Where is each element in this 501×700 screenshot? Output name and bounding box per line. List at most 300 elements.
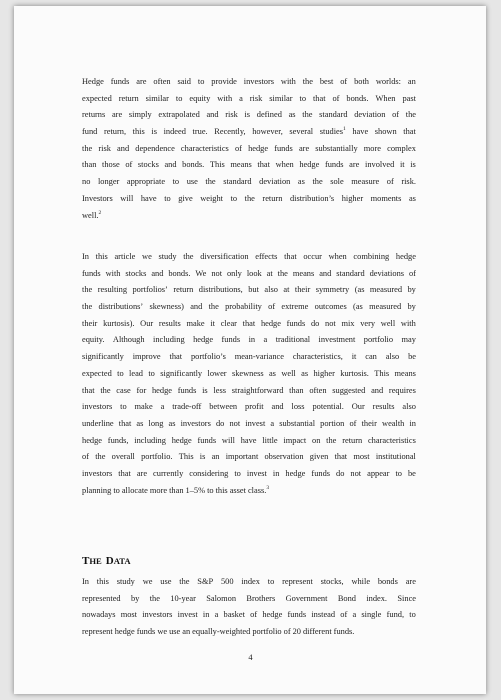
- word: of: [250, 610, 258, 620]
- word: impact: [283, 435, 307, 445]
- word: for: [136, 385, 147, 395]
- word: funds: [274, 143, 293, 153]
- word: return,: [103, 127, 127, 137]
- paragraph-study-overview: [82, 249, 416, 499]
- word: traditional: [275, 335, 311, 345]
- word: lead: [129, 368, 143, 378]
- word: than: [169, 485, 184, 495]
- text-line: [82, 332, 416, 349]
- word: equity.: [82, 335, 105, 345]
- word: represented: [82, 593, 121, 603]
- word: represent: [282, 577, 313, 586]
- word: diversification: [200, 252, 249, 261]
- word: results: [158, 318, 181, 328]
- word: can: [365, 352, 377, 362]
- word: characteristics: [367, 435, 416, 445]
- text-line: [82, 174, 416, 191]
- text-line: [82, 191, 416, 208]
- word: bonds.: [182, 160, 205, 170]
- word: investors: [142, 610, 173, 620]
- word: deviation: [259, 177, 291, 187]
- word: of: [268, 302, 276, 312]
- word: funds: [311, 468, 331, 478]
- word: combining: [353, 252, 390, 261]
- word: hedge: [299, 160, 320, 170]
- text-line: [82, 624, 416, 641]
- word: are: [136, 468, 148, 478]
- word: of: [408, 268, 416, 278]
- word: very: [360, 318, 376, 328]
- word: than: [82, 160, 97, 170]
- word: that: [334, 452, 348, 462]
- word: involved: [365, 160, 395, 170]
- word: index: [241, 577, 260, 586]
- word: both: [354, 77, 369, 86]
- word: not: [229, 418, 241, 428]
- text-line: [82, 607, 416, 624]
- word: return: [262, 193, 283, 203]
- word: and: [151, 268, 164, 278]
- word: well: [380, 318, 396, 328]
- word: Bond: [337, 593, 356, 603]
- word: hedge: [114, 627, 135, 637]
- word: Recently,: [214, 127, 246, 137]
- word: funds: [324, 160, 344, 170]
- word: This: [374, 368, 390, 378]
- section-heading-the-data: THE DATA: [82, 555, 131, 567]
- word: hedge: [171, 435, 192, 445]
- word: significantly: [82, 352, 124, 362]
- word: with: [105, 268, 121, 278]
- word: similar: [145, 93, 169, 103]
- word: returns: [82, 110, 106, 120]
- word: will: [120, 193, 134, 203]
- word: study: [158, 252, 177, 261]
- word: moments: [370, 193, 402, 203]
- word: to: [230, 193, 238, 203]
- word: make: [134, 402, 153, 412]
- word: This: [178, 452, 194, 462]
- word: than: [289, 385, 304, 395]
- word: that: [118, 418, 132, 428]
- word: sole: [330, 177, 344, 187]
- word: investors: [180, 418, 211, 428]
- word: risk.: [401, 177, 416, 187]
- word: we: [142, 577, 153, 586]
- word: article: [114, 252, 136, 261]
- word: funds: [197, 435, 217, 445]
- word: considering: [189, 468, 229, 478]
- word: funds: [177, 385, 197, 395]
- word: to: [207, 485, 214, 495]
- word: substantial: [279, 418, 316, 428]
- word: to: [175, 93, 183, 103]
- word: the: [302, 110, 313, 120]
- word: a: [263, 335, 268, 345]
- word: it: [210, 318, 215, 328]
- word: of: [125, 160, 133, 170]
- word: similar: [269, 93, 293, 103]
- word: 500: [220, 577, 234, 586]
- word: do: [215, 418, 225, 428]
- word: significantly: [160, 368, 203, 378]
- word: expected: [82, 368, 112, 378]
- word: are: [136, 77, 147, 86]
- word: We: [195, 268, 207, 278]
- word: of: [82, 452, 89, 462]
- word: also: [385, 352, 400, 362]
- word: extrapolated: [158, 110, 200, 120]
- word: their: [361, 418, 377, 428]
- word: to: [172, 177, 180, 187]
- word: Although: [112, 335, 145, 345]
- word: with: [217, 93, 233, 103]
- word: to: [164, 193, 171, 203]
- word: at: [283, 285, 290, 295]
- word: several: [289, 127, 314, 137]
- word: give: [178, 193, 193, 203]
- word: S&P: [197, 577, 214, 586]
- word: to: [197, 77, 205, 86]
- word: outcomes: [314, 302, 347, 312]
- word: funds: [110, 77, 130, 86]
- text-line: [82, 299, 416, 316]
- text-line: [82, 433, 416, 450]
- word: weight: [200, 193, 224, 203]
- word: simply: [128, 110, 152, 120]
- text-line: [82, 349, 416, 366]
- word: skewness): [149, 302, 184, 312]
- word: also: [264, 285, 278, 295]
- word: occur: [303, 252, 322, 261]
- word: stocks,: [320, 577, 344, 586]
- word: higher: [341, 193, 364, 203]
- word: are: [349, 160, 360, 170]
- word: case: [116, 385, 131, 395]
- word: different: [302, 627, 332, 637]
- word: funds: [221, 335, 241, 345]
- word: probability: [225, 302, 262, 312]
- word: well.$^2$: [82, 209, 102, 220]
- word: of: [332, 93, 340, 103]
- word: longer: [97, 177, 120, 187]
- word: that: [169, 352, 183, 362]
- paragraph-intro: [82, 74, 416, 224]
- word: the: [302, 77, 313, 86]
- word: the: [312, 177, 323, 187]
- word: often: [309, 385, 327, 395]
- word: not: [211, 268, 223, 278]
- word: their: [82, 318, 98, 328]
- word: this: [132, 127, 145, 137]
- word: including: [134, 435, 166, 445]
- word: nowadays: [82, 610, 116, 620]
- word: are: [405, 577, 416, 586]
- word: little: [262, 435, 278, 445]
- word: measured: [369, 285, 403, 295]
- word: portfolio: [252, 627, 282, 637]
- word: 20: [292, 627, 301, 637]
- footnote-marker[interactable]: 2: [98, 209, 102, 216]
- word: use: [160, 577, 172, 586]
- word: invest: [177, 610, 198, 620]
- word: their: [294, 285, 311, 295]
- word: when: [328, 252, 347, 261]
- word: investment: [318, 335, 356, 345]
- word: complex: [387, 143, 416, 153]
- footnote-marker[interactable]: 1: [343, 126, 346, 133]
- text-line: [82, 366, 416, 383]
- word: and: [319, 268, 332, 278]
- word: that: [118, 468, 131, 478]
- word: risk: [225, 110, 238, 120]
- word: currently: [153, 468, 184, 478]
- word: dependence: [135, 143, 175, 153]
- word: substantially: [315, 143, 358, 153]
- word: not: [325, 318, 336, 328]
- word: investors: [243, 77, 275, 86]
- word: to: [267, 577, 275, 586]
- word: but: [248, 285, 259, 295]
- word: are: [111, 110, 123, 120]
- word: by: [407, 302, 416, 312]
- word: fund,: [386, 610, 405, 620]
- word: hedge: [151, 385, 172, 395]
- word: appropriate: [126, 177, 166, 187]
- word: effects: [255, 252, 278, 261]
- word: mean-variance: [234, 352, 284, 362]
- word: hedge: [248, 143, 269, 153]
- word: hedge: [395, 252, 416, 261]
- word: those: [102, 160, 120, 170]
- word: we: [142, 252, 152, 261]
- word: instead: [311, 610, 336, 620]
- word: when: [275, 160, 294, 170]
- word: is: [199, 452, 206, 462]
- word: only: [226, 268, 242, 278]
- word: portfolio’s: [190, 352, 226, 362]
- word: standard: [319, 110, 348, 120]
- word: kurtosis).: [103, 318, 135, 328]
- word: potential.: [312, 402, 344, 412]
- word: results: [372, 402, 395, 412]
- word: observation: [264, 452, 304, 462]
- word: means: [394, 368, 416, 378]
- word: measured: [369, 302, 402, 312]
- word: funds: [287, 610, 307, 620]
- word: an: [182, 627, 191, 637]
- word: this: [215, 485, 228, 495]
- word: the: [82, 302, 93, 312]
- text-line: [82, 591, 416, 608]
- word: as: [136, 418, 144, 428]
- text-line: [82, 399, 416, 416]
- word: Brothers: [246, 593, 276, 603]
- word: straightforward: [231, 385, 284, 395]
- word: an: [211, 452, 220, 462]
- word: and: [190, 302, 203, 312]
- word: expected: [82, 93, 112, 103]
- text-line: [82, 449, 416, 466]
- word: stocks: [125, 268, 147, 278]
- word: use: [186, 177, 198, 187]
- word: is: [244, 110, 251, 120]
- word: most: [353, 452, 370, 462]
- word: return: [118, 93, 139, 103]
- word: Our: [351, 402, 365, 412]
- word: most: [120, 610, 137, 620]
- word: funds,: [107, 435, 129, 445]
- word: distributions,: [198, 285, 243, 295]
- word: When: [375, 93, 396, 103]
- word: risk: [249, 93, 263, 103]
- word: of: [392, 110, 400, 120]
- word: make: [186, 318, 205, 328]
- word: that: [403, 127, 416, 137]
- word: hedge: [193, 335, 214, 345]
- word: have: [352, 127, 369, 137]
- word: the: [277, 268, 288, 278]
- word: a: [352, 610, 357, 620]
- word: bonds.: [168, 268, 191, 278]
- word: the: [82, 143, 93, 153]
- word: more: [363, 143, 381, 153]
- text-line: [82, 574, 416, 591]
- word: extreme: [281, 302, 309, 312]
- word: including: [153, 335, 185, 345]
- word: on: [312, 435, 321, 445]
- word: trade-off: [172, 402, 202, 412]
- word: suggested: [332, 385, 366, 395]
- word: do: [310, 318, 320, 328]
- word: look: [246, 268, 262, 278]
- word: hedge: [260, 318, 281, 328]
- word: may: [401, 335, 416, 345]
- word: allocate: [121, 485, 148, 495]
- word: use: [169, 627, 181, 637]
- word: bonds.: [346, 93, 369, 103]
- text-line: [82, 91, 416, 108]
- word: provide: [211, 77, 237, 86]
- word: Salomon: [206, 593, 237, 603]
- word: equity: [189, 93, 211, 103]
- word: it: [351, 352, 357, 362]
- word: This: [209, 160, 225, 170]
- word: that: [312, 93, 326, 103]
- text-line: [82, 316, 416, 333]
- word: past: [402, 93, 416, 103]
- word: improve: [132, 352, 161, 362]
- footnote-marker[interactable]: 3: [266, 484, 270, 491]
- word: to: [234, 468, 241, 478]
- word: bonds: [377, 577, 398, 586]
- text-line: [82, 383, 416, 400]
- word: hedge: [285, 468, 306, 478]
- word: studies$^1$: [319, 126, 346, 137]
- word: standard: [223, 177, 252, 187]
- word: (as: [353, 302, 363, 312]
- word: it: [399, 160, 405, 170]
- word: in: [202, 610, 210, 620]
- text-line: [82, 74, 416, 91]
- word: of: [340, 610, 348, 620]
- text-line: [82, 124, 416, 141]
- word: the: [82, 285, 93, 295]
- word: means: [230, 160, 252, 170]
- word: return: [342, 435, 363, 445]
- paragraph-data-description: [82, 574, 416, 641]
- word: true.: [192, 127, 208, 137]
- word: to: [117, 368, 124, 378]
- word: means: [292, 268, 315, 278]
- word: that: [284, 252, 297, 261]
- word: not: [350, 468, 362, 478]
- word: skewness: [231, 368, 264, 378]
- word: with: [400, 318, 416, 328]
- word: a: [214, 610, 219, 620]
- word: the: [326, 435, 337, 445]
- word: to: [409, 610, 416, 620]
- word: profit: [245, 402, 264, 412]
- word: an: [407, 77, 416, 86]
- word: invest: [245, 418, 266, 428]
- word: the: [205, 177, 216, 187]
- word: In: [82, 577, 89, 586]
- word: have: [140, 193, 157, 203]
- word: the: [179, 577, 190, 586]
- word: more: [149, 485, 168, 495]
- word: Since: [397, 593, 416, 603]
- word: mix: [341, 318, 355, 328]
- word: fund: [82, 127, 98, 137]
- word: shown: [374, 127, 397, 137]
- word: equally-weighted: [192, 627, 251, 637]
- word: this: [95, 252, 108, 261]
- word: single: [361, 610, 382, 620]
- word: hedge: [262, 610, 283, 620]
- word: do: [336, 468, 345, 478]
- word: portfolio.: [141, 452, 173, 462]
- word: is: [410, 160, 416, 170]
- word: by: [130, 593, 140, 603]
- word: portfolio: [363, 335, 394, 345]
- word: clear: [220, 318, 237, 328]
- word: kurtosis.: [340, 368, 369, 378]
- word: will: [221, 435, 235, 445]
- word: portion: [320, 418, 345, 428]
- word: wealth: [382, 418, 405, 428]
- word: to: [148, 368, 155, 378]
- text-line: [82, 466, 416, 483]
- word: and: [117, 143, 130, 153]
- word: hedge: [82, 435, 102, 445]
- word: index.: [366, 593, 388, 603]
- word: the: [100, 385, 111, 395]
- word: portfolios’: [132, 285, 168, 295]
- word: by: [407, 285, 416, 295]
- word: risk: [98, 143, 111, 153]
- word: said: [177, 77, 191, 86]
- word: indeed: [163, 127, 186, 137]
- word: 10-year: [170, 593, 196, 603]
- text-line: [82, 141, 416, 158]
- word: often: [153, 77, 171, 86]
- word: of: [349, 418, 357, 428]
- word: class.$^3$: [247, 484, 270, 495]
- word: well: [281, 368, 296, 378]
- word: is: [202, 385, 208, 395]
- word: at: [266, 268, 273, 278]
